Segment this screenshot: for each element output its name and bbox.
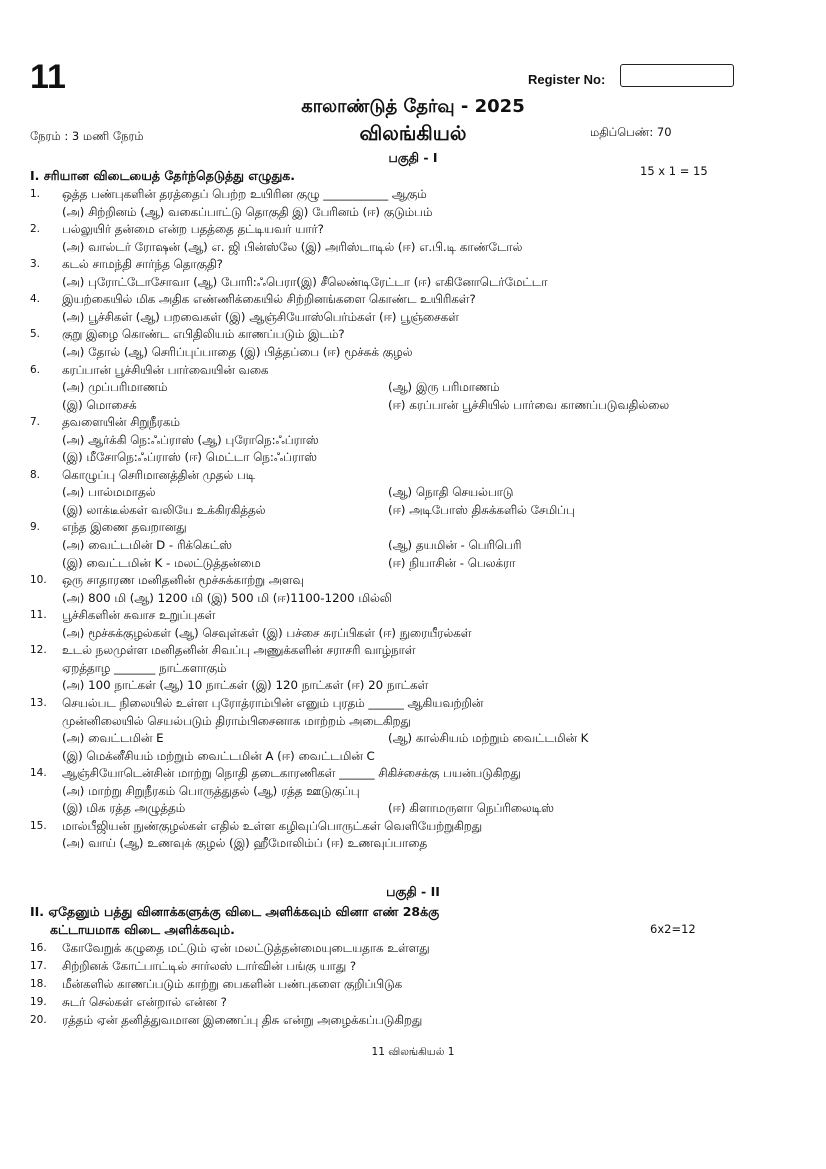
question-option-line: (அ) மூச்சுக்குழல்கள் (ஆ) செவுள்கள் (இ) பச்சை சுரப்பிகள் (ஈ) நுரையீரல்கள்: [62, 625, 472, 640]
question-option-line: ஏறத்தாழ _______ நாட்களாகும்: [62, 660, 227, 675]
short-question-number: 16.: [30, 942, 47, 954]
part-2-instruction-line-1: II. ஏதேனும் பத்து வினாக்களுக்கு விடை அளிக்கவும் வினா எண் 28க்கு: [30, 904, 440, 919]
short-question-text: சுடர் செல்கள் என்றால் என்ன ?: [62, 995, 227, 1009]
question-option-line: (அ) தோல் (ஆ) செரிப்புப்பாதை (இ) பித்தப்பை (ஈ) மூச்சுக் குழல்: [62, 344, 413, 359]
question-option-line: (இ) மீசோநெ:ஃப்ராஸ் (ஈ) மெட்டா நெ:ஃப்ராஸ்: [62, 450, 317, 465]
question-option-line: (அ) வைட்டமின் D - ரிக்கெட்ஸ்: [62, 538, 232, 552]
question-option-line: (அ) வாய் (ஆ) உணவுக் குழல் (இ) ஹீமோலிம்ப் (ஈ) உணவுப்பாதை: [62, 836, 428, 851]
question-option-line: (அ) புரோட்டோசோவா (ஆ) போரி:ஃபெரா(இ) சீலெண்டிரேட்டா (ஈ) எகினோடெர்மேட்டா: [62, 274, 548, 289]
question-number: 1.: [30, 188, 41, 200]
question-option-line: (அ) முப்பரிமாணம்: [62, 380, 168, 395]
short-question-number: 17.: [30, 960, 47, 972]
question-option-line: (அ) ஆர்க்கி நெ:ஃப்ராஸ் (ஆ) புரோநெ:ஃப்ராஸ்: [62, 432, 319, 447]
question-text: கடல் சாமந்தி சார்ந்த தொகுதி?: [62, 257, 223, 272]
question-option-line: (அ) வைட்டமின் E: [62, 731, 164, 746]
part-1-title: பகுதி - I: [388, 150, 438, 165]
question-text: செயல்பட நிலையில் உள்ள புரோத்ராம்பின் எனும் புரதம் ______ ஆகியவற்றின்: [62, 695, 484, 710]
question-number: 3.: [30, 258, 41, 271]
question-number: 11.: [30, 609, 47, 622]
question-text: கொழுப்பு செரிமானத்தின் முதல் படி: [62, 467, 256, 482]
question-number: 2.: [30, 223, 41, 236]
question-option-line: (அ) 800 மி (ஆ) 1200 மி (இ) 500 மி (ஈ)1100-1200 மில்லி: [62, 590, 392, 605]
question-option-line-right: (ஆ) கால்சியம் மற்றும் வைட்டமின் K: [388, 731, 589, 746]
page-footer: 11 விலங்கியல் 1: [371, 1046, 455, 1058]
question-number: 8.: [30, 468, 41, 481]
part-2-title: பகுதி - II: [386, 884, 440, 899]
question-number: 5.: [30, 328, 41, 341]
question-text: ஆஞ்சியோடென்சின் மாற்று நொதி தடைகாரணிகள் ______ சிகிச்சைக்கு பயன்படுகிறது: [62, 766, 521, 781]
question-option-line: (அ) மாற்று சிறுநீரகம் பொருத்துதல் (ஆ) ரத்த ஊடுகுப்பு: [62, 783, 360, 798]
short-question-number: 20.: [30, 1014, 47, 1026]
question-number: 13.: [30, 696, 47, 709]
question-text: ஒரு சாதாரண மனிதனின் மூச்சுக்காற்று அளவு: [62, 573, 304, 588]
class-number: 11: [30, 58, 66, 96]
question-text: உடல் நலமுள்ள மனிதனின் சிவப்பு அணுக்களின் சராசரி வாழ்நாள்: [62, 643, 416, 658]
exam-time: நேரம் : 3 மணி நேரம்: [30, 129, 144, 143]
question-text: எந்த இணை தவறானது: [62, 520, 187, 535]
question-number: 14.: [30, 767, 47, 780]
question-option-line: (இ) மொசைக்: [62, 397, 137, 412]
question-option-line: (அ) 100 நாட்கள் (ஆ) 10 நாட்கள் (இ) 120 நாட்கள் (ஈ) 20 நாட்கள்: [62, 678, 429, 693]
question-option-line-right: (ஈ) நியாசின் - பெலக்ரா: [388, 555, 516, 570]
register-number-box[interactable]: [620, 64, 734, 87]
question-option-line-right: (ஆ) தயமின் - பெரிபெரி: [388, 538, 522, 552]
question-option-line: முன்னிலையில் செயல்படும் திராம்பிசைனாக மாற்றம் அடைகிறது: [62, 713, 411, 728]
question-option-line: (இ) மிக ரத்த அழுத்தம்: [62, 801, 186, 816]
question-text: இயற்கையில் மிக அதிக எண்ணிக்கையில் சிற்றினங்களை கொண்ட உயிரிகள்?: [62, 292, 476, 307]
question-option-line: (அ) சிற்றினம் (ஆ) வகைப்பாட்டு தொகுதி இ) பேரினம் (ஈ) குடும்பம்: [62, 204, 433, 219]
subject-title: விலங்கியல்: [359, 121, 467, 145]
question-option-line: (இ) மெக்னீசியம் மற்றும் வைட்டமின் A (ஈ) வைட்டமின் C: [62, 748, 375, 763]
short-question-text: சிற்றினக் கோட்பாட்டில் சார்லஸ் டார்வின் பங்கு யாது ?: [62, 959, 357, 973]
question-number: 4.: [30, 293, 41, 306]
question-option-line: (இ) லாக்டீல்கள் வலியே உக்கிரகித்தல்: [62, 502, 266, 517]
question-number: 15.: [30, 819, 47, 832]
question-number: 12.: [30, 644, 47, 657]
part-1-score: 15 x 1 = 15: [640, 164, 708, 178]
question-number: 9.: [30, 521, 41, 534]
part-2-score: 6x2=12: [650, 922, 696, 936]
short-question-text: மீன்களில் காணப்படும் காற்று பைகளின் பண்புகளை குறிப்பிடுக: [62, 977, 403, 991]
question-option-line: (அ) பூச்சிகள் (ஆ) பறவைகள் (இ) ஆஞ்சியோஸ்பெர்ம்கள் (ஈ) பூஞ்சைகள்: [62, 309, 459, 324]
exam-title: காலாண்டுத் தேர்வு - 2025: [301, 96, 525, 117]
question-text: தவளையின் சிறுநீரகம்: [62, 415, 180, 430]
question-text: கரப்பான் பூச்சியின் பார்வையின் வகை: [62, 362, 269, 377]
question-option-line-right: (ஆ) நொதி செயல்பாடு: [388, 485, 514, 500]
question-option-line: (அ) பால்மமாதல்: [62, 485, 156, 500]
question-text: பூச்சிகளின் சுவாச உறுப்புகள்: [62, 608, 216, 623]
register-label: Register No:: [528, 72, 606, 87]
short-question-text: கோவேறுக் கழுதை மட்டும் ஏன் மலட்டுத்தன்மையுடையதாக உள்ளது: [62, 941, 430, 955]
short-question-number: 19.: [30, 996, 47, 1008]
short-question-text: ரத்தம் ஏன் தனித்துவமான இணைப்பு திசு என்று அழைக்கப்படுகிறது: [62, 1013, 423, 1027]
part-1-instruction: I. சரியான விடையைத் தேர்ந்தெடுத்து எழுதுக.: [30, 168, 296, 183]
question-text: மால்பீஜியன் நுண்குழல்கள் எதில் உள்ள கழிவுப்பொருட்கள் வெளியேற்றுகிறது: [62, 818, 482, 833]
part-2-instruction-line-2: கட்டாயமாக விடை அளிக்கவும்.: [50, 922, 235, 937]
short-question-number: 18.: [30, 978, 47, 990]
question-option-line-right: (ஆ) இரு பரிமாணம்: [388, 380, 500, 395]
question-option-line-right: (ஈ) கரப்பான் பூச்சியில் பார்வை காணப்படுவதில்லை: [388, 397, 670, 412]
question-number: 6.: [30, 363, 41, 376]
total-marks: மதிப்பெண்: 70: [590, 125, 672, 139]
question-option-line-right: (ஈ) அடிபோஸ் திசுக்களில் சேமிப்பு: [388, 502, 575, 517]
question-option-line: (இ) வைட்டமின் K - மலட்டுத்தன்மை: [62, 555, 261, 570]
question-number: 10.: [30, 574, 47, 587]
question-text: குறு இழை கொண்ட எபிதிலியம் காணப்படும் இடம்?: [62, 327, 345, 342]
question-text: பல்லுயிர் தன்மை என்ற பதத்தை தட்டியவர் யார்?: [62, 222, 324, 237]
question-text: ஒத்த பண்புகளின் தரத்தைப் பெற்ற உயிரின குழு ___________ ஆகும்: [62, 187, 427, 201]
question-number: 7.: [30, 416, 41, 429]
question-option-line: (அ) வால்டர் ரோஷன் (ஆ) எ. ஜி பின்ஸ்லே (இ) அரிஸ்டாடில் (ஈ) எ.பி.டி காண்டோல்: [62, 239, 523, 254]
question-option-line-right: (ஈ) கிளாமருளா நெப்ரிலைடிஸ்: [388, 801, 554, 816]
